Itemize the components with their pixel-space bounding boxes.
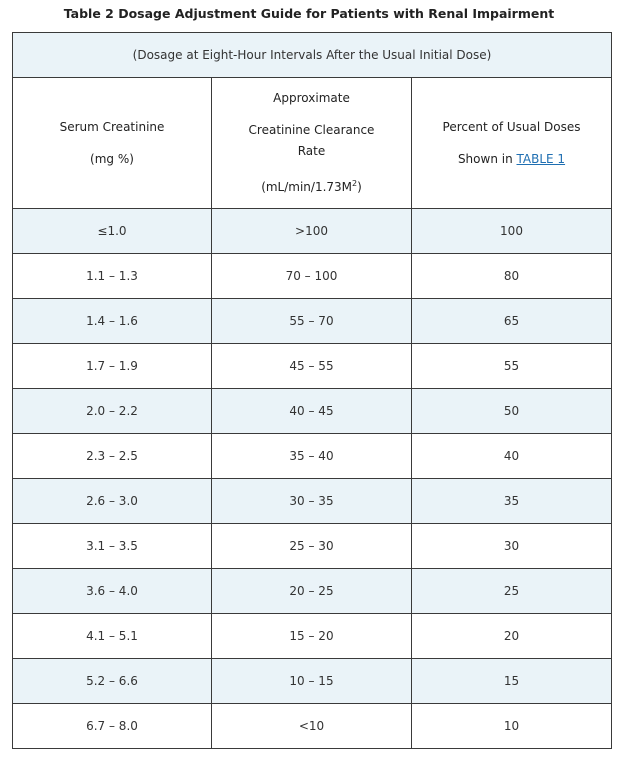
header-clearance-line2: Creatinine Clearance (248, 123, 375, 137)
units-superscript: 2 (352, 179, 358, 188)
table-subheader-row (13, 33, 612, 78)
cell-creatinine-clearance: <10 (212, 704, 412, 749)
table-row (13, 344, 612, 389)
table-row (13, 299, 612, 344)
cell-percent-usual-dose: 10 (412, 704, 612, 749)
header-serum-creatinine (13, 78, 212, 209)
cell-creatinine-clearance: 45 – 55 (212, 344, 412, 389)
cell-percent-usual-dose: 50 (412, 389, 612, 434)
table-subtitle: (Dosage at Eight-Hour Intervals After the Usual Initial Dose) (13, 33, 612, 78)
cell-creatinine-clearance: >100 (212, 209, 412, 254)
units-end: ) (357, 180, 362, 194)
cell-serum-creatinine: 2.0 – 2.2 (13, 389, 212, 434)
cell-serum-creatinine: 1.4 – 1.6 (13, 299, 212, 344)
cell-percent-usual-dose: 25 (412, 569, 612, 614)
table-body (13, 209, 612, 749)
units-main: (mL/min/1.73M (261, 180, 353, 194)
table-row (13, 704, 612, 749)
cell-creatinine-clearance: 10 – 15 (212, 659, 412, 704)
table-header-row (13, 78, 612, 209)
header-percent-line1: Percent of Usual Doses (442, 119, 581, 134)
header-creatinine-clearance (212, 78, 412, 209)
cell-percent-usual-dose: 65 (412, 299, 612, 344)
table-row (13, 569, 612, 614)
table-row (13, 209, 612, 254)
cell-creatinine-clearance: 30 – 35 (212, 479, 412, 524)
cell-serum-creatinine: 5.2 – 6.6 (13, 659, 212, 704)
cell-serum-creatinine: ≤1.0 (13, 209, 212, 254)
cell-percent-usual-dose: 30 (412, 524, 612, 569)
header-percent-usual-doses (412, 78, 612, 209)
table-row (13, 389, 612, 434)
cell-serum-creatinine: 3.6 – 4.0 (13, 569, 212, 614)
table-row (13, 524, 612, 569)
header-percent-line2 (412, 149, 611, 170)
table-row (13, 479, 612, 524)
table-row (13, 434, 612, 479)
header-clearance-line3: Rate (297, 144, 326, 158)
cell-percent-usual-dose: 40 (412, 434, 612, 479)
cell-percent-usual-dose: 35 (412, 479, 612, 524)
cell-creatinine-clearance: 35 – 40 (212, 434, 412, 479)
cell-creatinine-clearance: 20 – 25 (212, 569, 412, 614)
cell-creatinine-clearance: 55 – 70 (212, 299, 412, 344)
header-percent-prefix: Shown in (457, 151, 517, 166)
cell-serum-creatinine: 4.1 – 5.1 (13, 614, 212, 659)
cell-serum-creatinine: 1.1 – 1.3 (13, 254, 212, 299)
header-serum-creatinine-units: (mg %) (90, 151, 134, 166)
table-row (13, 614, 612, 659)
header-clearance-units (212, 173, 411, 198)
cell-percent-usual-dose: 20 (412, 614, 612, 659)
cell-percent-usual-dose: 15 (412, 659, 612, 704)
cell-creatinine-clearance: 15 – 20 (212, 614, 412, 659)
cell-creatinine-clearance: 40 – 45 (212, 389, 412, 434)
cell-serum-creatinine: 3.1 – 3.5 (13, 524, 212, 569)
cell-serum-creatinine: 6.7 – 8.0 (13, 704, 212, 749)
dosage-table (12, 32, 612, 749)
cell-percent-usual-dose: 100 (412, 209, 612, 254)
cell-creatinine-clearance: 70 – 100 (212, 254, 412, 299)
cell-percent-usual-dose: 55 (412, 344, 612, 389)
cell-serum-creatinine: 2.6 – 3.0 (13, 479, 212, 524)
table-row (13, 659, 612, 704)
cell-percent-usual-dose: 80 (412, 254, 612, 299)
table-1-link[interactable]: TABLE 1 (516, 151, 566, 166)
header-serum-creatinine-label: Serum Creatinine (59, 119, 165, 134)
header-clearance-line1: Approximate (273, 91, 350, 105)
cell-serum-creatinine: 2.3 – 2.5 (13, 434, 212, 479)
table-caption: Table 2 Dosage Adjustment Guide for Patients with Renal Impairment (63, 6, 555, 21)
table-row (13, 254, 612, 299)
cell-creatinine-clearance: 25 – 30 (212, 524, 412, 569)
cell-serum-creatinine: 1.7 – 1.9 (13, 344, 212, 389)
